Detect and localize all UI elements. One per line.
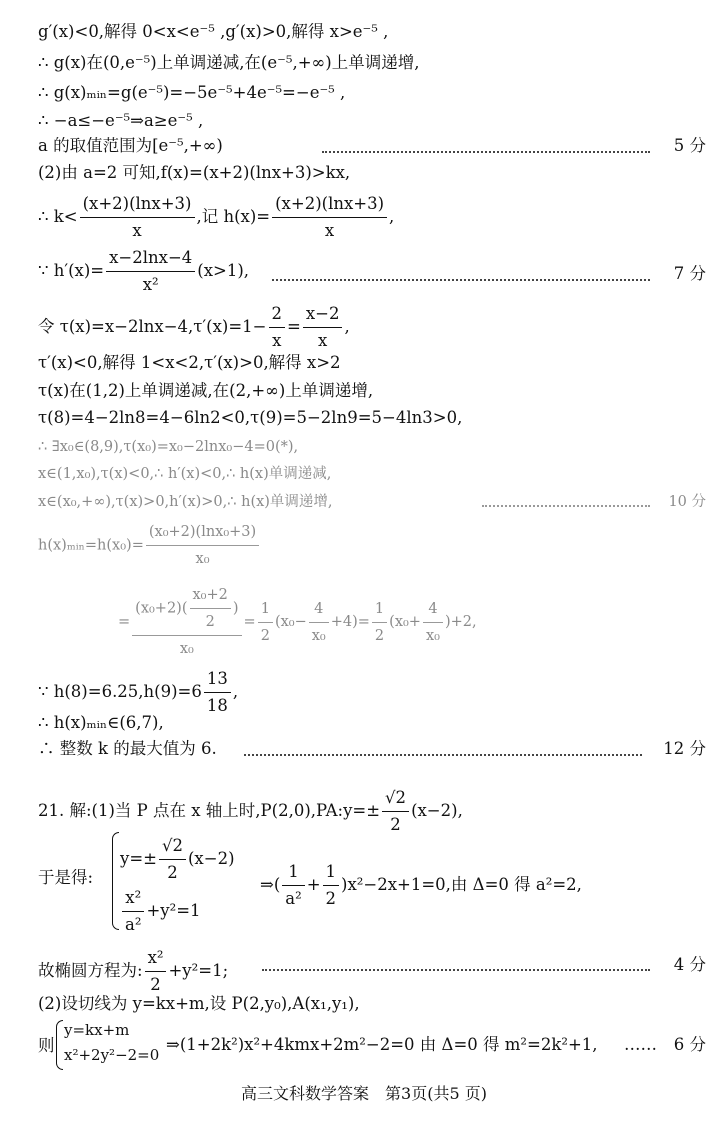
line-9 bbox=[38, 302, 706, 353]
text: ∵ h′(x)= bbox=[38, 261, 105, 280]
system-brace bbox=[112, 832, 119, 930]
text: (x−2) bbox=[188, 849, 235, 868]
fraction bbox=[146, 520, 259, 571]
fraction bbox=[272, 192, 387, 243]
system-brace bbox=[56, 1020, 63, 1070]
line-19: ∴ h(x)ₘᵢₙ∈(6,7), bbox=[38, 713, 164, 732]
text: , bbox=[389, 207, 395, 226]
fraction bbox=[269, 302, 286, 353]
fraction bbox=[122, 886, 144, 937]
numerator: (x+2)(lnx+3) bbox=[80, 192, 195, 218]
fraction bbox=[282, 860, 304, 911]
fraction bbox=[80, 192, 195, 243]
denominator: 2 bbox=[150, 975, 161, 994]
denominator: x bbox=[272, 331, 282, 350]
text: + bbox=[306, 875, 321, 894]
denominator: x bbox=[317, 331, 328, 350]
line-5: a 的取值范围为[e⁻⁵,+∞) bbox=[38, 136, 223, 155]
fraction bbox=[382, 786, 409, 837]
line-21 bbox=[38, 786, 706, 837]
system-1-eq-2 bbox=[120, 886, 201, 937]
fraction bbox=[106, 246, 195, 297]
line-2: ∴ g(x)在(0,e⁻⁵)上单调递减,在(e⁻⁵,+∞)上单调递增, bbox=[38, 53, 420, 72]
line-1: g′(x)<0,解得 0<x<e⁻⁵ ,g′(x)>0,解得 x>e⁻⁵ , bbox=[38, 22, 389, 41]
denominator: a² bbox=[125, 915, 142, 934]
denominator: x₀ bbox=[311, 627, 326, 644]
numerator: x₀+2 bbox=[190, 583, 231, 609]
text: ⇒( bbox=[260, 875, 281, 894]
denominator: 2 bbox=[325, 889, 337, 908]
leader-dots bbox=[262, 969, 650, 971]
text: 故椭圆方程为: bbox=[38, 961, 143, 980]
numerator: 1 bbox=[372, 597, 387, 623]
text: (x₀+2)( bbox=[135, 600, 188, 617]
line-3: ∴ g(x)ₘᵢₙ=g(e⁻⁵)=−5e⁻⁵+4e⁻⁵=−e⁻⁵ , bbox=[38, 83, 346, 102]
text: )+2, bbox=[444, 614, 477, 630]
denominator: 2 bbox=[167, 863, 178, 882]
numerator: x² bbox=[122, 886, 144, 912]
leader-dots bbox=[244, 754, 642, 756]
system-2-eq-1: y=kx+m bbox=[64, 1021, 130, 1039]
leader-dots bbox=[482, 505, 650, 507]
denominator: x₀ bbox=[179, 641, 194, 657]
system-1-result bbox=[260, 860, 582, 911]
numerator: 2 bbox=[269, 302, 286, 328]
score-4: 4 分 bbox=[673, 955, 706, 974]
text: +y²=1; bbox=[168, 961, 229, 980]
leader-dots-text: …… bbox=[624, 1035, 657, 1054]
line-23 bbox=[38, 946, 228, 997]
denominator: x₀ bbox=[195, 551, 210, 567]
line-6: (2)由 a=2 可知,f(x)=(x+2)(lnx+3)>kx, bbox=[38, 163, 351, 182]
numerator: √2 bbox=[159, 834, 186, 860]
line-14: x∈(1,x₀),τ(x)<0,∴ h′(x)<0,∴ h(x)单调递减, bbox=[38, 466, 332, 482]
line-4: ∴ −a≤−e⁻⁵⇒a≥e⁻⁵ , bbox=[38, 111, 204, 130]
numerator: 1 bbox=[258, 597, 273, 623]
line-15: x∈(x₀,+∞),τ(x)>0,h′(x)>0,∴ h(x)单调递增, bbox=[38, 494, 333, 510]
fraction bbox=[159, 834, 186, 885]
numerator: 13 bbox=[204, 667, 231, 693]
text: 21. 解:(1)当 P 点在 x 轴上时,P(2,0),PA:y=± bbox=[38, 801, 381, 820]
leader-dots bbox=[322, 151, 650, 153]
fraction bbox=[372, 597, 387, 648]
text: = bbox=[243, 614, 256, 630]
text: ) bbox=[232, 600, 239, 617]
denominator: 2 bbox=[205, 614, 215, 630]
text: (x>1), bbox=[197, 261, 250, 280]
text: (x₀+ bbox=[389, 614, 421, 630]
line-12: τ(8)=4−2ln8=4−6ln2<0,τ(9)=5−2ln9=5−4ln3>0, bbox=[38, 408, 463, 427]
denominator: 2 bbox=[374, 627, 385, 644]
text: ∴ k< bbox=[38, 207, 78, 226]
line-17 bbox=[118, 583, 706, 661]
denominator: x² bbox=[142, 275, 159, 294]
fraction bbox=[145, 946, 167, 997]
line-10: τ′(x)<0,解得 1<x<2,τ′(x)>0,解得 x>2 bbox=[38, 353, 341, 372]
denominator: x₀ bbox=[425, 627, 440, 644]
text: )x²−2x+1=0,由 Δ=0 得 a²=2, bbox=[341, 875, 582, 894]
numerator: (x₀+2)(lnx₀+3) bbox=[146, 520, 259, 546]
denominator: 2 bbox=[260, 627, 270, 644]
text: +y²=1 bbox=[146, 901, 201, 920]
line-16 bbox=[38, 520, 706, 571]
score-6: 6 分 bbox=[673, 1035, 706, 1054]
score-12: 12 分 bbox=[663, 739, 706, 758]
text: = bbox=[287, 317, 301, 336]
denominator: x bbox=[324, 221, 335, 240]
text: +4)= bbox=[330, 614, 370, 630]
system-1-eq-1 bbox=[120, 834, 235, 885]
numerator: x−2lnx−4 bbox=[106, 246, 195, 272]
score-10: 10 分 bbox=[668, 494, 706, 510]
denominator: a² bbox=[285, 889, 302, 908]
numerator: x−2 bbox=[303, 302, 343, 328]
score-7: 7 分 bbox=[673, 264, 706, 283]
page-footer: 高三文科数学答案 第3页(共5 页) bbox=[241, 1084, 487, 1103]
line-7 bbox=[38, 192, 706, 243]
fraction bbox=[190, 583, 231, 634]
text: = bbox=[118, 614, 131, 630]
numerator: √2 bbox=[382, 786, 409, 812]
leader-dots bbox=[272, 279, 650, 281]
line-11: τ(x)在(1,2)上单调递减,在(2,+∞)上单调递增, bbox=[38, 381, 374, 400]
denominator: 2 bbox=[390, 815, 401, 834]
numerator: 1 bbox=[323, 860, 340, 886]
system-2-result: ⇒(1+2k²)x²+4kmx+2m²−2=0 由 Δ=0 得 m²=2k²+1, bbox=[166, 1035, 598, 1054]
score-5: 5 分 bbox=[673, 136, 706, 155]
fraction bbox=[323, 860, 340, 911]
numerator: x² bbox=[145, 946, 167, 972]
denominator: x bbox=[132, 221, 142, 240]
system-1-label: 于是得: bbox=[38, 868, 94, 887]
numerator: 1 bbox=[282, 860, 304, 886]
numerator: 4 bbox=[423, 597, 443, 623]
numerator: 4 bbox=[309, 597, 329, 623]
denominator: 18 bbox=[206, 696, 228, 715]
numerator bbox=[132, 583, 241, 636]
line-13: ∴ ∃x₀∈(8,9),τ(x₀)=x₀−2lnx₀−4=0(*), bbox=[38, 439, 299, 455]
text: h(x)ₘᵢₙ=h(x₀)= bbox=[38, 537, 144, 554]
text: (x−2), bbox=[411, 801, 463, 820]
fraction bbox=[132, 583, 241, 661]
system-2-label: 则 bbox=[38, 1036, 55, 1055]
text: , bbox=[344, 317, 350, 336]
text: , bbox=[232, 682, 239, 701]
text: (x₀− bbox=[274, 614, 307, 630]
line-24: (2)设切线为 y=kx+m,设 P(2,y₀),A(x₁,y₁), bbox=[38, 994, 360, 1013]
text: 令 τ(x)=x−2lnx−4,τ′(x)=1− bbox=[38, 317, 267, 336]
system-2-eq-2: x²+2y²−2=0 bbox=[64, 1046, 160, 1064]
line-20: ∴ 整数 k 的最大值为 6. bbox=[38, 739, 217, 758]
fraction bbox=[423, 597, 443, 648]
text: ,记 h(x)= bbox=[196, 207, 271, 226]
fraction bbox=[309, 597, 329, 648]
text: y=± bbox=[120, 849, 157, 868]
numerator: (x+2)(lnx+3) bbox=[272, 192, 387, 218]
text: ∵ h(8)=6.25,h(9)=6 bbox=[38, 682, 202, 701]
fraction bbox=[258, 597, 273, 648]
line-8 bbox=[38, 246, 249, 297]
fraction bbox=[303, 302, 343, 353]
